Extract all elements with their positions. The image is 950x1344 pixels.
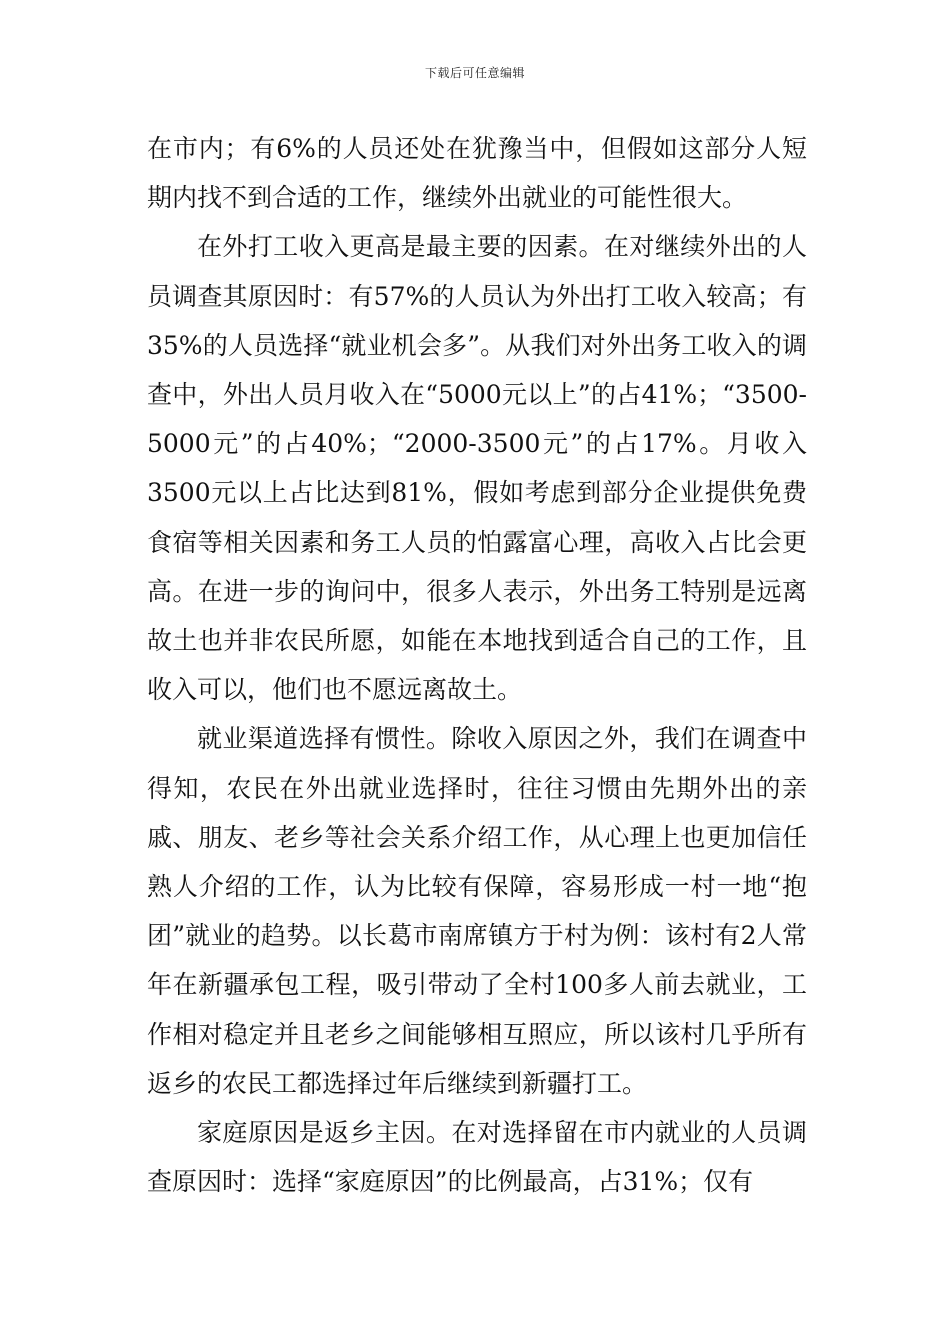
paragraph-employment-channel: 就业渠道选择有惯性。除收入原因之外，我们在调查中得知，农民在外出就业选择时，往往习惯由先期外出的亲戚、朋友、老乡等社会关系介绍工作，从心理上也更加信任熟人介绍的工作，认为比较有保障，容易形成一村一地“抱团”就业的趋势。以长葛市南席镇方于村为例：该村有2人常年在新疆承包工程，吸引带动了全村100多人前去就业，工作相对稳定并且老乡之间能够相互照应，所以该村几乎所有返乡的农民工都选择过年后继续到新疆打工。 <box>147 724 807 1098</box>
page-header: 下载后可任意编辑 <box>424 66 525 80</box>
document-body <box>147 124 807 1206</box>
paragraph-income-factor: 在外打工收入更高是最主要的因素。在对继续外出的人员调查其原因时：有57%的人员认为外出打工收入较高；有35%的人员选择“就业机会多”。从我们对外出务工收入的调查中，外出人员月收入在“5000元以上”的占41%；“3500-5000元”的占40%；“2000-3500元”的占17%。月收入3500元以上占比达到81%，假如考虑到部分企业提供免费食宿等相关因素和务工人员的怕露富心理，高收入占比会更高。在进一步的询问中，很多人表示，外出务工特别是远离故土也并非农民所愿，如能在本地找到适合自己的工作，且收入可以，他们也不愿远离故土。 <box>147 232 807 705</box>
paragraph-continued: 在市内；有6%的人员还处在犹豫当中，但假如这部分人短期内找不到合适的工作，继续外出就业的可能性很大。 <box>147 134 807 213</box>
paragraph-family-reason: 家庭原因是返乡主因。在对选择留在市内就业的人员调查原因时：选择“家庭原因”的比例最高，占31%；仅有 <box>147 1118 807 1197</box>
